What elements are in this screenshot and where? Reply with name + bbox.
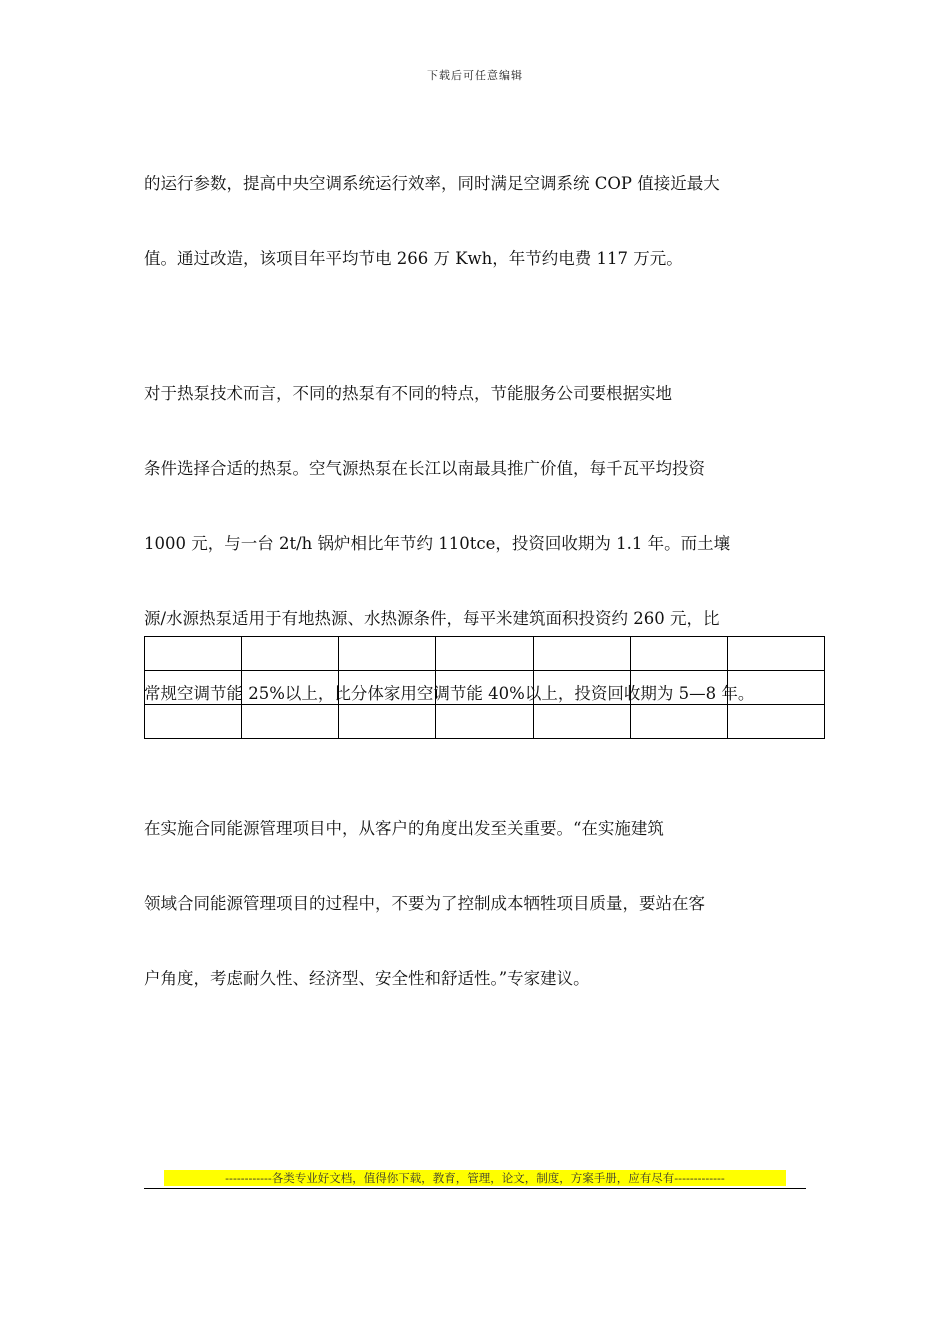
paragraph-line: 户角度，考虑耐久性、经济型、安全性和舒适性。”专家建议。 bbox=[144, 969, 590, 988]
paragraph-line: 在实施合同能源管理项目中，从客户的角度出发至关重要。“在实施建筑 bbox=[144, 819, 664, 838]
table-cell bbox=[436, 637, 533, 671]
table-cell bbox=[533, 705, 630, 739]
table-row bbox=[145, 705, 825, 739]
table-cell bbox=[339, 637, 436, 671]
paragraph-line: 的运行参数，提高中央空调系统运行效率，同时满足空调系统 COP 值接近最大 bbox=[144, 174, 720, 193]
table-cell bbox=[145, 705, 242, 739]
table-row bbox=[145, 671, 825, 705]
table-cell bbox=[145, 637, 242, 671]
table-cell bbox=[727, 637, 824, 671]
paragraph-line: 常规空调节能 25%以上，比分体家用空调节能 40%以上，投资回收期为 5—8 年。 bbox=[144, 684, 755, 703]
paragraph-line: 对于热泵技术而言，不同的热泵有不同的特点，节能服务公司要根据实地 bbox=[144, 384, 672, 403]
table-cell bbox=[630, 637, 727, 671]
table-cell bbox=[727, 671, 824, 705]
paragraph-line: 值。通过改造，该项目年平均节电 266 万 Kwh，年节约电费 117 万元。 bbox=[144, 249, 683, 268]
table-cell bbox=[242, 671, 339, 705]
table-cell bbox=[436, 705, 533, 739]
body-text bbox=[144, 121, 808, 1051]
table-cell bbox=[533, 637, 630, 671]
table-cell bbox=[533, 671, 630, 705]
footer-promo-banner: ------------各类专业好文档，值得你下载，教育，管理，论文，制度，方案手册，应有尽有------------- bbox=[164, 1170, 786, 1186]
table-cell bbox=[242, 637, 339, 671]
footer-divider bbox=[144, 1188, 806, 1189]
table-cell bbox=[145, 671, 242, 705]
table-cell bbox=[436, 671, 533, 705]
table-cell bbox=[630, 705, 727, 739]
paragraph-line: 1000 元，与一台 2t/h 锅炉相比年节约 110tce，投资回收期为 1.1 年。而土壤 bbox=[144, 534, 731, 553]
table-cell bbox=[630, 671, 727, 705]
paragraph-line: 源/水源热泵适用于有地热源、水热源条件，每平米建筑面积投资约 260 元，比 bbox=[144, 609, 720, 628]
paragraph-cop-savings bbox=[144, 121, 808, 321]
table-cell bbox=[242, 705, 339, 739]
table-row bbox=[145, 637, 825, 671]
table-cell bbox=[339, 671, 436, 705]
table-cell bbox=[727, 705, 824, 739]
paragraph-customer-perspective bbox=[144, 766, 808, 1041]
page-header-note: 下载后可任意编辑 bbox=[427, 69, 523, 82]
empty-table bbox=[144, 636, 825, 739]
table-cell bbox=[339, 705, 436, 739]
paragraph-line: 领域合同能源管理项目的过程中，不要为了控制成本牺牲项目质量，要站在客 bbox=[144, 894, 705, 913]
paragraph-line: 条件选择合适的热泵。空气源热泵在长江以南最具推广价值，每千瓦平均投资 bbox=[144, 459, 705, 478]
